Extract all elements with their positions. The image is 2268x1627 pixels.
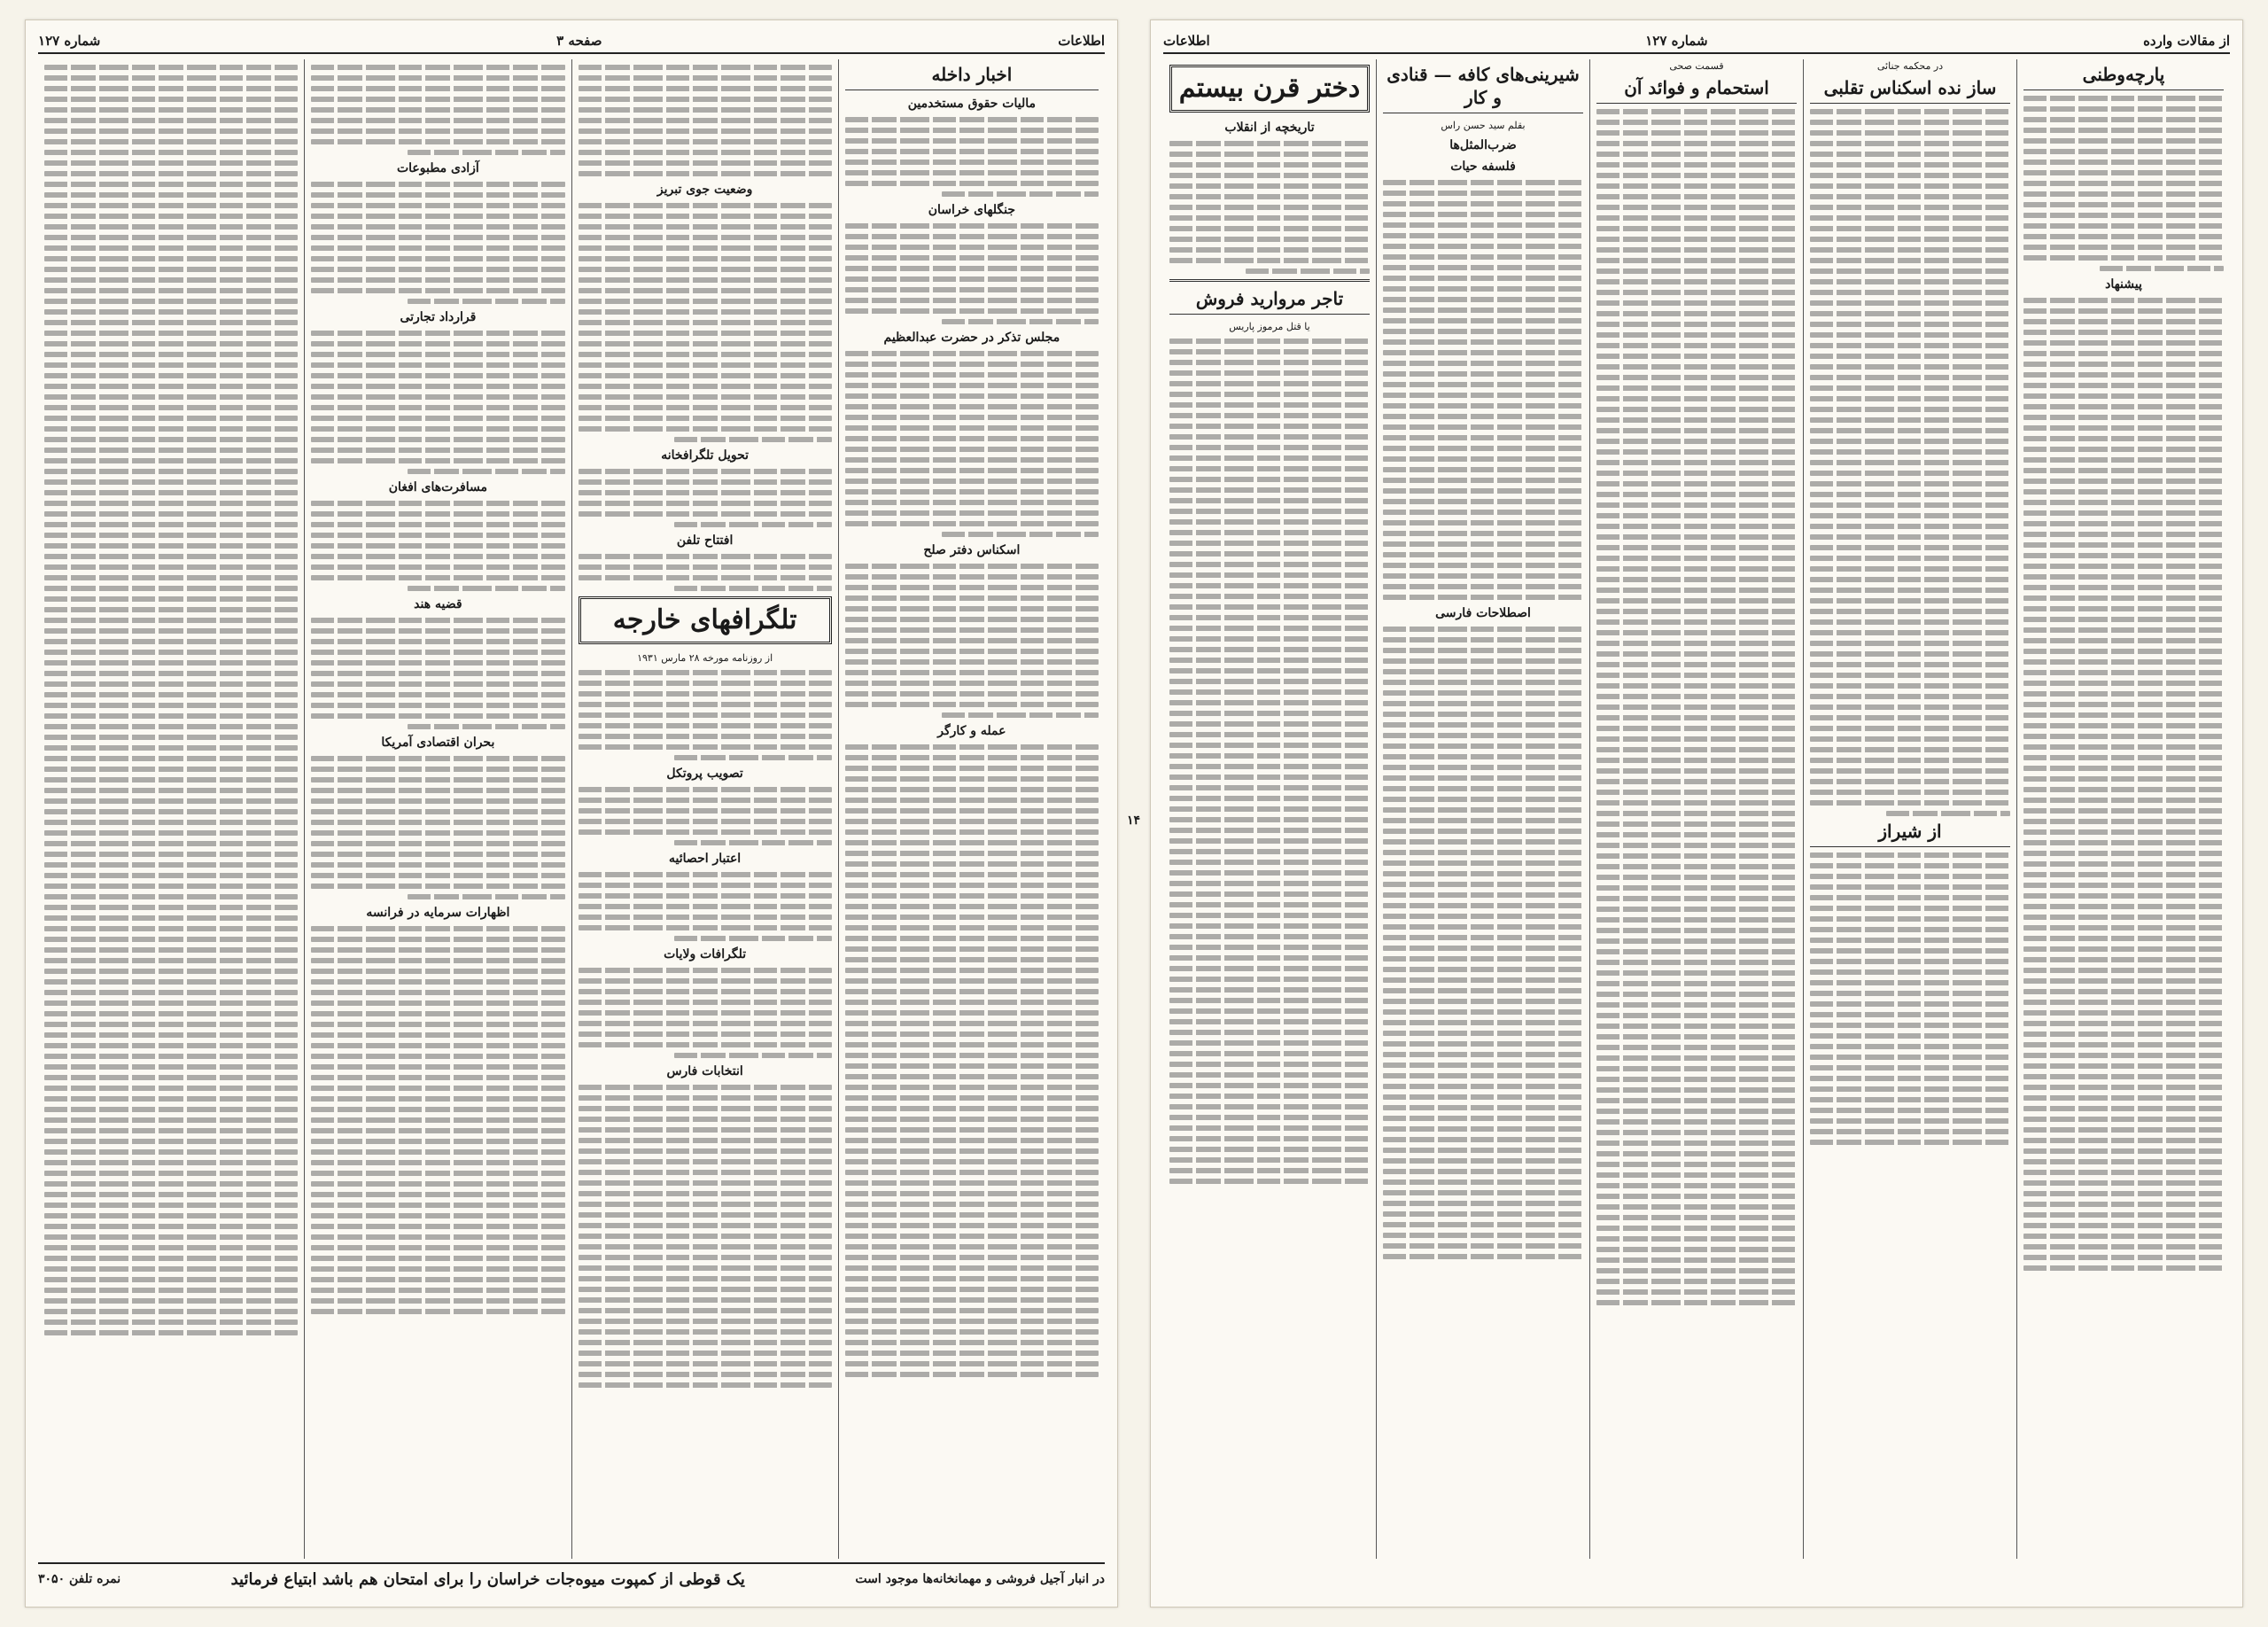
right-columns	[1163, 59, 2230, 1559]
subhead: مسافرت‌های افغان	[388, 480, 487, 494]
newspaper-spread	[25, 19, 2243, 1608]
right-col-1	[2016, 59, 2230, 1559]
footer-note: در انبار آجیل فروشی و مهمانخانه‌ها موجود است	[855, 1572, 1105, 1586]
subhead: تصویب پروتکل	[666, 767, 743, 781]
byline: بقلم سید حسن راس	[1441, 120, 1526, 131]
subhead: اعتبار احصائیه	[669, 852, 742, 866]
headline-cafe-sweets: شیرینی‌های کافه — قنادی و کار	[1383, 63, 1583, 113]
headline-pearl-merchant: تاجر مروارید فروش	[1169, 287, 1370, 315]
left-page	[25, 19, 1140, 1608]
subhead: آزادی مطبوعات	[396, 161, 479, 175]
subhead: تحویل تلگرافخانه	[661, 448, 750, 463]
headline-from-shiraz: از شیراز	[1810, 820, 2010, 847]
subhead: تلگرافات ولایات	[664, 947, 747, 961]
left-col-4	[38, 59, 304, 1559]
right-page	[1150, 19, 2243, 1608]
left-header-right: اطلاعات	[1058, 33, 1105, 49]
subhead: تاریخچه از انقلاب	[1224, 121, 1315, 135]
left-header-center: صفحه ۳	[556, 33, 602, 49]
subhead: مجلس تذکر در حضرت عبدالعظیم	[883, 331, 1060, 345]
left-col-3	[304, 59, 571, 1559]
right-header-center: شماره ۱۲۷	[1645, 33, 1708, 49]
right-col-4	[1376, 59, 1589, 1559]
right-col-5	[1163, 59, 1376, 1559]
footer-phone: نمره تلفن ۳۰۵۰	[38, 1572, 121, 1586]
subhead: جنگلهای خراسان	[928, 203, 1016, 217]
byline: در محکمه جنائی	[1876, 60, 1944, 72]
left-page-header	[38, 29, 1105, 54]
right-col-3	[1589, 59, 1803, 1559]
headline-twentieth-century-girl: دختر قرن بیستم	[1169, 65, 1370, 113]
subhead: قرارداد تجارتی	[400, 310, 477, 324]
subhead: افتتاح تلفن	[676, 533, 734, 548]
byline: یا قتل مرموز پاریس	[1229, 321, 1310, 332]
right-header-right: از مقالات وارده	[2143, 33, 2230, 49]
subhead: عمله و کارگر	[937, 724, 1006, 738]
left-col-1	[838, 59, 1105, 1559]
headline-domestic-news: اخبار داخله	[845, 63, 1099, 90]
byline: از روزنامه مورخه ۲۸ مارس ۱۹۳۱	[637, 652, 773, 664]
subhead: اسکناس دفتر صلح	[923, 543, 1021, 557]
subhead: اصطلاحات فارسی	[1435, 606, 1531, 620]
subhead: ضرب‌المثل‌ها	[1449, 138, 1517, 152]
subhead: پیشنهاد	[2105, 277, 2142, 292]
left-header-left: شماره ۱۲۷	[38, 33, 101, 49]
subhead: فلسفه حیات	[1450, 160, 1516, 174]
footer-advertisement: یک قوطی از کمپوت میوه‌جات خراسان را برای امتحان هم باشد ابتیاع فرمائید	[230, 1569, 745, 1589]
subhead: مالیات حقوق مستخدمین	[907, 97, 1036, 111]
subhead: وضعیت جوی تبریز	[656, 183, 753, 197]
left-col-2	[571, 59, 838, 1559]
headline-bathing: استحمام و فوائد آن	[1596, 76, 1797, 104]
subhead: بحران اقتصادی آمریکا	[381, 736, 495, 750]
left-columns	[38, 59, 1105, 1559]
subhead: قضیه هند	[414, 597, 462, 611]
headline-counterfeiter: ساز نده اسکناس تقلبی	[1810, 76, 2010, 104]
subhead: اظهارات سرمایه در فرانسه	[366, 906, 510, 920]
right-col-2	[1803, 59, 2016, 1559]
left-page-footer	[38, 1562, 1105, 1594]
page-number: ۱۴	[1126, 814, 1140, 828]
headline-domestic-fabric: پارچه‌وطنی	[2023, 63, 2224, 90]
byline: قسمت صحی	[1669, 60, 1724, 72]
subhead: انتخابات فارس	[666, 1064, 743, 1078]
headline-foreign-telegrams: تلگرافهای خارجه	[579, 596, 832, 644]
right-header-left: اطلاعات	[1163, 33, 1210, 49]
right-page-header	[1163, 29, 2230, 54]
